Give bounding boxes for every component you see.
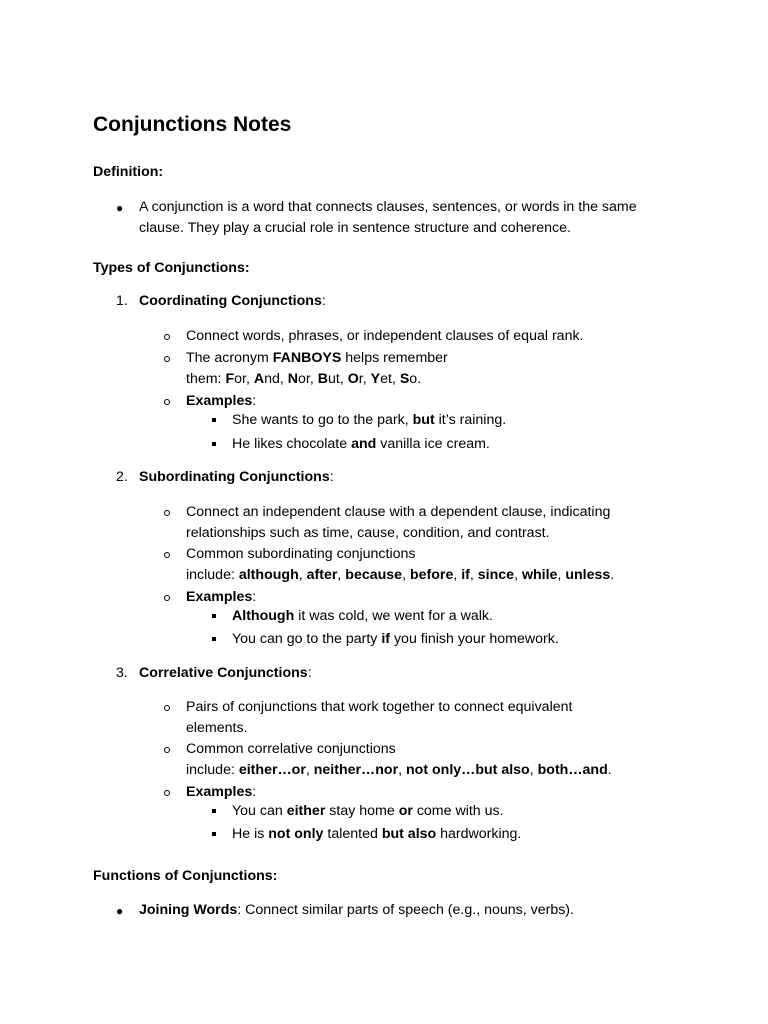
subordinating-example-1: Although it was cold, we went for a walk. (232, 608, 493, 624)
square-bullet (212, 442, 216, 446)
circle-bullet (164, 552, 170, 558)
coordinating-examples-label: Examples: (186, 393, 257, 409)
subordinating-example-2: You can go to the party if you finish your homework. (232, 631, 559, 647)
circle-bullet (164, 399, 170, 405)
subordinating-heading: Subordinating Conjunctions: (139, 469, 334, 485)
bullet-marker: ● (116, 201, 124, 215)
definition-heading: Definition: (93, 164, 164, 180)
circle-bullet (164, 790, 170, 796)
definition-text: A conjunction is a word that connects clauses, sentences, or words in the same clause. They play a crucial role in sentence structure and coherence. (139, 199, 637, 236)
square-bullet (212, 809, 216, 813)
types-heading: Types of Conjunctions: (93, 260, 250, 276)
page-title: Conjunctions Notes (93, 113, 292, 136)
circle-bullet (164, 705, 170, 711)
correlative-point-1: Pairs of conjunctions that work together to connect equivalent elements. (186, 699, 573, 736)
square-bullet (212, 418, 216, 422)
coordinating-example-2: He likes chocolate and vanilla ice cream. (232, 436, 490, 452)
circle-bullet (164, 747, 170, 753)
bullet-marker: ● (116, 904, 124, 918)
coordinating-heading: Coordinating Conjunctions: (139, 293, 326, 309)
subordinating-point-1: Connect an independent clause with a dependent clause, indicating relationships such as time, cause, condition, and contrast. (186, 504, 611, 541)
square-bullet (212, 637, 216, 641)
correlative-point-2: Common correlative conjunctions include: either…or, neither…nor, not only…but also, both…and. (186, 741, 612, 778)
coordinating-example-1: She wants to go to the park, but it’s raining. (232, 412, 507, 428)
correlative-example-1: You can either stay home or come with us. (232, 803, 504, 819)
circle-bullet (164, 356, 170, 362)
square-bullet (212, 832, 216, 836)
subordinating-point-2: Common subordinating conjunctions include: although, after, because, before, if, since, while, unless. (186, 546, 615, 583)
circle-bullet (164, 595, 170, 601)
list-number: 2. (116, 469, 128, 485)
correlative-heading: Correlative Conjunctions: (139, 665, 312, 681)
functions-heading: Functions of Conjunctions: (93, 868, 278, 884)
subordinating-examples-label: Examples: (186, 589, 257, 605)
correlative-examples-label: Examples: (186, 784, 257, 800)
coordinating-point-1: Connect words, phrases, or independent clauses of equal rank. (186, 328, 584, 344)
circle-bullet (164, 510, 170, 516)
coordinating-point-2: The acronym FANBOYS helps remember them: For, And, Nor, But, Or, Yet, So. (186, 350, 448, 387)
list-number: 3. (116, 665, 128, 681)
correlative-example-2: He is not only talented but also hardworking. (232, 826, 522, 842)
square-bullet (212, 614, 216, 618)
list-number: 1. (116, 293, 128, 309)
circle-bullet (164, 334, 170, 340)
functions-item-1: Joining Words: Connect similar parts of speech (e.g., nouns, verbs). (139, 902, 574, 918)
